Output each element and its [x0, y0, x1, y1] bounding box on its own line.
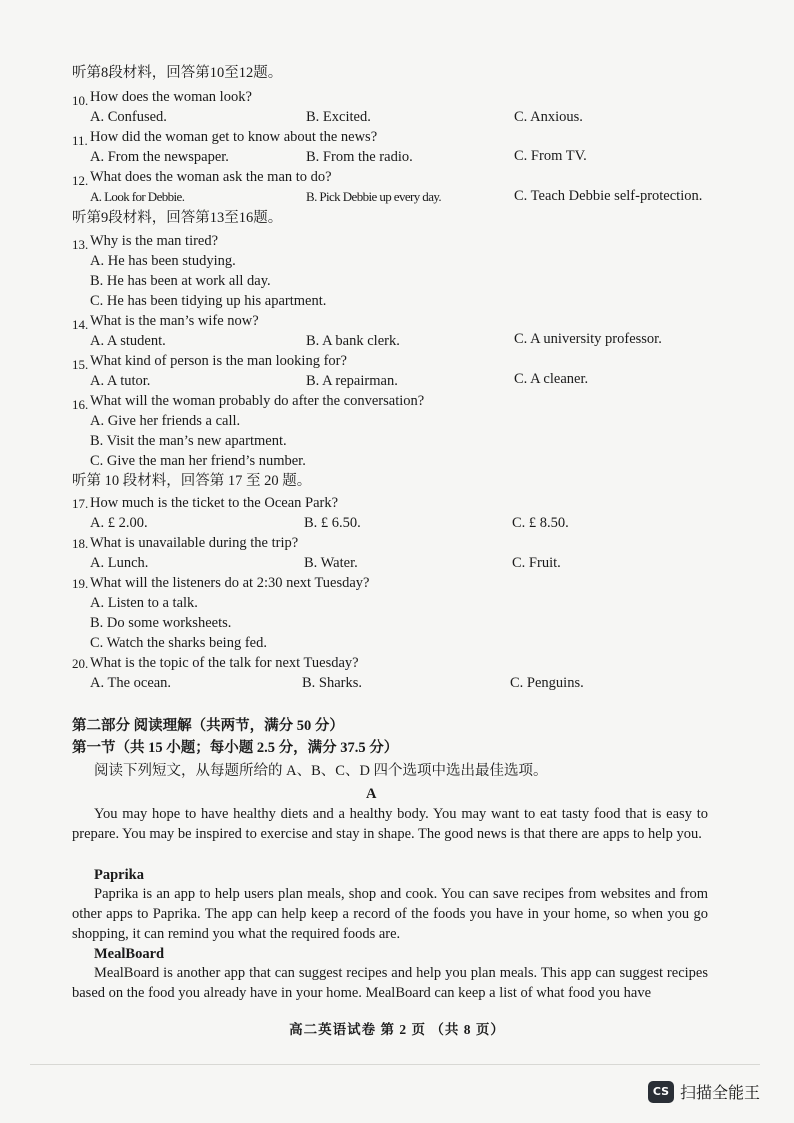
q20-option-b: B. Sharks.	[302, 675, 363, 691]
q19-number: 19.	[72, 576, 89, 591]
q14-option-b: B. A bank clerk.	[306, 333, 400, 349]
q15-option-c: C. A cleaner.	[514, 371, 589, 387]
q17-text: How much is the ticket to the Ocean Park?	[90, 495, 339, 511]
q10-option-b: B. Excited.	[306, 109, 371, 125]
page-footer: 高二英语试卷 第 2 页 （共 8 页）	[289, 1022, 505, 1037]
q14-option-a: A. A student.	[90, 333, 166, 349]
reading-instruction: 阅读下列短文，从每题所给的 A、B、C、D 四个选项中选出最佳选项。	[94, 763, 548, 779]
q11-option-c: C. From TV.	[514, 148, 587, 164]
q15-number: 15.	[72, 357, 89, 372]
scanner-app-name: 扫描全能王	[680, 1083, 761, 1102]
q20-number: 20.	[72, 656, 89, 671]
q10-text: How does the woman look?	[90, 89, 252, 105]
q20-option-c: C. Penguins.	[510, 675, 584, 691]
q13-text: Why is the man tired?	[90, 233, 219, 249]
q11-text: How did the woman get to know about the news?	[90, 129, 378, 145]
q20-option-a: A. The ocean.	[90, 675, 172, 691]
q14-text: What is the man’s wife now?	[90, 313, 259, 329]
q15-text: What kind of person is the man looking for?	[90, 353, 347, 369]
q18-option-c: C. Fruit.	[512, 555, 561, 571]
app1-heading: Paprika	[94, 867, 144, 883]
q17-option-a: A. £ 2.00.	[90, 515, 148, 531]
passage-label: A	[366, 786, 377, 802]
q17-option-c: C. £ 8.50.	[512, 515, 569, 531]
q10-option-a: A. Confused.	[90, 109, 167, 125]
group9-header: 听第9段材料，回答第13至16题。	[72, 210, 283, 226]
q12-option-c: C. Teach Debbie self-protection.	[514, 188, 703, 204]
q13-option-a: A. He has been studying.	[90, 253, 236, 269]
section1-title: 第一节（共 15 小题；每小题 2.5 分，满分 37.5 分）	[72, 740, 399, 756]
q19-text: What will the listeners do at 2:30 next Tuesday?	[90, 575, 370, 591]
q16-option-c: C. Give the man her friend’s number.	[90, 453, 306, 469]
q12-option-b: B. Pick Debbie up every day.	[306, 189, 442, 204]
passage-intro: You may hope to have healthy diets and a healthy body. You may want to eat tasty food that is easy to prepare. You may be inspired to exercise and stay in shape. The good news is that there are apps to help you.	[72, 806, 708, 842]
q19-option-b: B. Do some worksheets.	[90, 615, 232, 631]
q19-option-a: A. Listen to a talk.	[90, 595, 198, 611]
q12-number: 12.	[72, 173, 89, 188]
app2-paragraph: MealBoard is another app that can suggest recipes and help you plan meals. This app can suggest recipes based on the food you already have in your home. MealBoard can keep a list of what food you have	[72, 965, 708, 1001]
q19-option-c: C. Watch the sharks being fed.	[90, 635, 267, 651]
q15-option-a: A. A tutor.	[90, 373, 151, 389]
app2-heading: MealBoard	[94, 946, 165, 962]
q15-option-b: B. A repairman.	[306, 373, 398, 389]
part2-title: 第二部分 阅读理解（共两节，满分 50 分）	[72, 718, 344, 734]
q17-number: 17.	[72, 496, 89, 511]
q13-option-c: C. He has been tidying up his apartment.	[90, 293, 327, 309]
q18-text: What is unavailable during the trip?	[90, 535, 299, 551]
q14-option-c: C. A university professor.	[514, 331, 662, 347]
q18-option-b: B. Water.	[304, 555, 358, 571]
q18-number: 18.	[72, 536, 89, 551]
q10-option-c: C. Anxious.	[514, 109, 583, 125]
q16-number: 16.	[72, 397, 89, 412]
q17-option-b: B. £ 6.50.	[304, 515, 361, 531]
q12-text: What does the woman ask the man to do?	[90, 169, 332, 185]
q13-option-b: B. He has been at work all day.	[90, 273, 271, 289]
scanner-watermark	[648, 1080, 760, 1103]
group10-header: 听第 10 段材料，回答第 17 至 20 题。	[72, 473, 312, 489]
scan-edge-line	[30, 1064, 760, 1065]
camscanner-logo-icon: CS	[648, 1081, 674, 1103]
q16-option-b: B. Visit the man’s new apartment.	[90, 433, 287, 449]
q11-option-a: A. From the newspaper.	[90, 149, 229, 165]
q13-number: 13.	[72, 237, 89, 252]
q18-option-a: A. Lunch.	[90, 555, 149, 571]
app1-paragraph: Paprika is an app to help users plan meals, shop and cook. You can save recipes from websites and from other apps to Paprika. The app can help keep a record of the foods you have in your home, so when you go shopping, it can remind you what the required foods are.	[72, 886, 708, 942]
q12-option-a: A. Look for Debbie.	[90, 189, 185, 204]
q16-text: What will the woman probably do after the conversation?	[90, 393, 425, 409]
q14-number: 14.	[72, 317, 89, 332]
q16-option-a: A. Give her friends a call.	[90, 413, 241, 429]
q11-option-b: B. From the radio.	[306, 149, 413, 165]
group8-header: 听第8段材料，回答第10至12题。	[72, 65, 283, 81]
q20-text: What is the topic of the talk for next Tuesday?	[90, 655, 359, 671]
q10-number: 10.	[72, 93, 89, 108]
q11-number: 11.	[72, 133, 88, 148]
